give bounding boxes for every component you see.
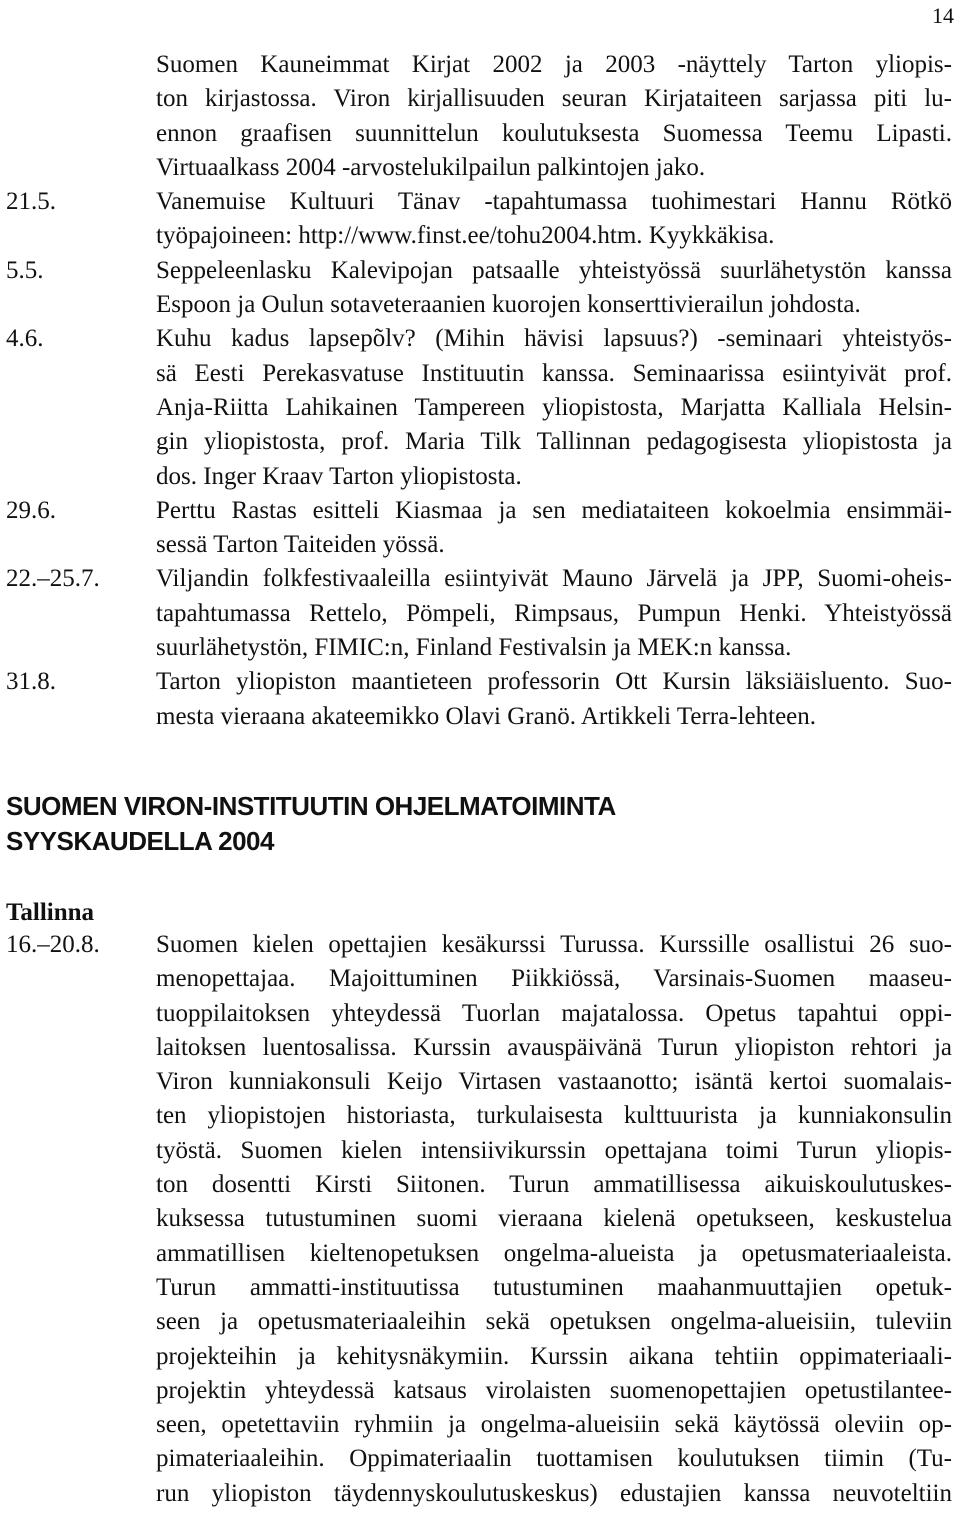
event-text: pimateriaaleihin. Oppimateriaalin tuottamisen koulutuksen tiimin (Tu-: [156, 1445, 952, 1473]
event-line: [0, 1374, 960, 1408]
event-text: Tarton yliopiston maantieteen professorin Ott Kursin läksiäisluento. Suo-: [156, 668, 952, 696]
event-line: [0, 288, 960, 322]
event-text: Perttu Rastas esitteli Kiasmaa ja sen mediataiteen kokoelmia ensimmäi-: [156, 496, 952, 524]
event-line: [0, 48, 960, 82]
event-text: työstä. Suomen kielen intensiivikurssin opettajana toimi Turun yliopis-: [156, 1136, 952, 1164]
event-text: Viljandin folkfestivaaleilla esiintyivät Mauno Järvelä ja JPP, Suomi-oheis-: [156, 565, 952, 593]
event-date: 31.8.: [6, 668, 56, 696]
event-line: [0, 1168, 960, 1202]
event-date: 21.5.: [6, 188, 56, 216]
event-text: Espoon ja Oulun sotaveteraanien kuorojen konserttivierailun johdosta.: [156, 291, 861, 319]
event-line: [0, 562, 960, 596]
event-text: laitoksen luentosalissa. Kurssin avauspäivänä Turun yliopiston rehtori ja: [156, 1033, 952, 1061]
event-text: ammatillisen kieltenopetuksen ongelma-alueista ja opetusmateriaaleista.: [156, 1239, 952, 1267]
event-line: [0, 1099, 960, 1133]
event-line: [0, 1134, 960, 1168]
event-line: [0, 460, 960, 494]
event-line: [0, 322, 960, 356]
event-line: [0, 597, 960, 631]
event-date: 29.6.: [6, 496, 56, 524]
event-list-spring: [0, 48, 960, 734]
event-text: seen, opetettaviin ryhmiin ja ongelma-alueisiin sekä käytössä oleviin op-: [156, 1411, 952, 1439]
event-date: 22.–25.7.: [6, 565, 100, 593]
event-line: [0, 494, 960, 528]
event-line: [0, 1237, 960, 1271]
event-text: seen ja opetusmateriaaleihin sekä opetuksen ongelma-alueisiin, tuleviin: [156, 1308, 952, 1336]
event-text: projekteihin ja kehitysnäkymiin. Kurssin aikana tehtiin oppimateriaali-: [156, 1342, 952, 1370]
event-text: Viron kunniakonsuli Keijo Virtasen vastaanotto; isäntä kertoi suomalais-: [156, 1068, 952, 1096]
event-line: [0, 117, 960, 151]
event-entry: [0, 48, 960, 185]
event-line: [0, 1202, 960, 1236]
event-date: 4.6.: [6, 325, 44, 353]
event-line: [0, 1442, 960, 1476]
event-list-autumn: [0, 928, 960, 1511]
event-entry: [0, 562, 960, 665]
event-entry: [0, 254, 960, 323]
event-line: [0, 1340, 960, 1374]
event-text: dos. Inger Kraav Tarton yliopistosta.: [156, 462, 522, 490]
event-text: ton dosentti Kirsti Siitonen. Turun ammatillisessa aikuiskoulutuskes-: [156, 1171, 952, 1199]
event-line: [0, 151, 960, 185]
event-text: tapahtumassa Rettelo, Pömpeli, Rimpsaus, Pumpun Henki. Yhteistyössä: [156, 599, 952, 627]
event-text: Anja-Riitta Lahikainen Tampereen yliopistosta, Marjatta Kalliala Helsin-: [156, 393, 952, 421]
event-line: [0, 700, 960, 734]
event-text: suurlähetystön, FIMIC:n, Finland Festivalsin ja MEK:n kanssa.: [156, 634, 792, 662]
event-line: [0, 997, 960, 1031]
event-text: projektin yhteydessä katsaus virolaisten suomenopettajien opetustilantee-: [156, 1376, 952, 1404]
event-text: tuoppilaitoksen yhteydessä Tuorlan majatalossa. Opetus tapahtui oppi-: [156, 999, 952, 1027]
event-text: ten yliopistojen historiasta, turkulaisesta kulttuurista ja kunniakonsulin: [156, 1102, 952, 1130]
event-entry: [0, 928, 960, 1511]
section-heading-line-1: SUOMEN VIRON-INSTITUUTIN OHJELMATOIMINTA: [6, 791, 616, 821]
event-text: Suomen Kauneimmat Kirjat 2002 ja 2003 -näyttely Tarton yliopis-: [156, 51, 952, 78]
event-text: run yliopiston täydennyskoulutuskeskus) edustajien kanssa neuvoteltiin: [156, 1479, 952, 1507]
event-line: [0, 1031, 960, 1065]
event-line: [0, 357, 960, 391]
event-date: 16.–20.8.: [6, 931, 100, 958]
page-number: 14: [932, 3, 954, 28]
section-heading-line-2: SYYSKAUDELLA 2004: [6, 826, 274, 856]
event-entry: [0, 322, 960, 493]
event-line: [0, 962, 960, 996]
event-line: [0, 631, 960, 665]
event-text: sessä Tarton Taiteiden yössä.: [156, 531, 445, 559]
event-entry: [0, 494, 960, 563]
event-text: Vanemuise Kultuuri Tänav -tapahtumassa tuohimestari Hannu Rötkö: [156, 188, 952, 216]
event-text: Kuhu kadus lapsepõlv? (Mihin hävisi lapsuus?) -seminaari yhteistyös-: [156, 325, 952, 353]
event-text: ennon graafisen suunnittelun koulutuksesta Suomessa Teemu Lipasti.: [156, 119, 952, 147]
event-line: [0, 1271, 960, 1305]
event-text: sä Eesti Perekasvatuse Instituutin kanssa. Seminaarissa esiintyivät prof.: [156, 359, 952, 387]
event-line: [0, 82, 960, 116]
event-text: mesta vieraana akateemikko Olavi Granö. Artikkeli Terra-lehteen.: [156, 702, 817, 730]
event-date: 5.5.: [6, 256, 44, 284]
event-line: [0, 928, 960, 962]
event-line: [0, 1477, 960, 1511]
event-line: [0, 528, 960, 562]
event-text: kuksessa tutustuminen suomi vieraana kielenä opetukseen, keskustelua: [156, 1205, 952, 1233]
event-text: ton kirjastossa. Viron kirjallisuuden seuran Kirjataiteen sarjassa piti lu-: [156, 85, 952, 113]
event-line: [0, 391, 960, 425]
event-line: [0, 219, 960, 253]
event-line: [0, 1305, 960, 1339]
event-text: menopettajaa. Majoittuminen Piikkiössä, Varsinais-Suomen maaseu-: [156, 965, 952, 993]
event-line: [0, 185, 960, 219]
event-line: [0, 665, 960, 699]
event-text: Turun ammatti-instituutissa tutustuminen maahanmuuttajien opetuk-: [156, 1273, 952, 1301]
location-subheading: Tallinna: [6, 899, 95, 926]
event-line: [0, 1065, 960, 1099]
event-line: [0, 425, 960, 459]
event-line: [0, 1408, 960, 1442]
event-text: Suomen kielen opettajien kesäkurssi Turussa. Kurssille osallistui 26 suo-: [156, 931, 952, 958]
event-line: [0, 254, 960, 288]
event-text: Virtuaalkass 2004 -arvostelukilpailun palkintojen jako.: [156, 153, 706, 181]
event-text: Seppeleenlasku Kalevipojan patsaalle yhteistyössä suurlähetystön kanssa: [156, 256, 952, 284]
event-text: työpajoineen: http://www.finst.ee/tohu2004.htm. Kyykkäkisa.: [156, 222, 775, 250]
event-entry: [0, 185, 960, 254]
event-entry: [0, 665, 960, 734]
event-text: gin yliopistosta, prof. Maria Tilk Tallinnan pedagogisesta yliopistosta ja: [156, 428, 952, 456]
section-heading: [6, 789, 616, 859]
